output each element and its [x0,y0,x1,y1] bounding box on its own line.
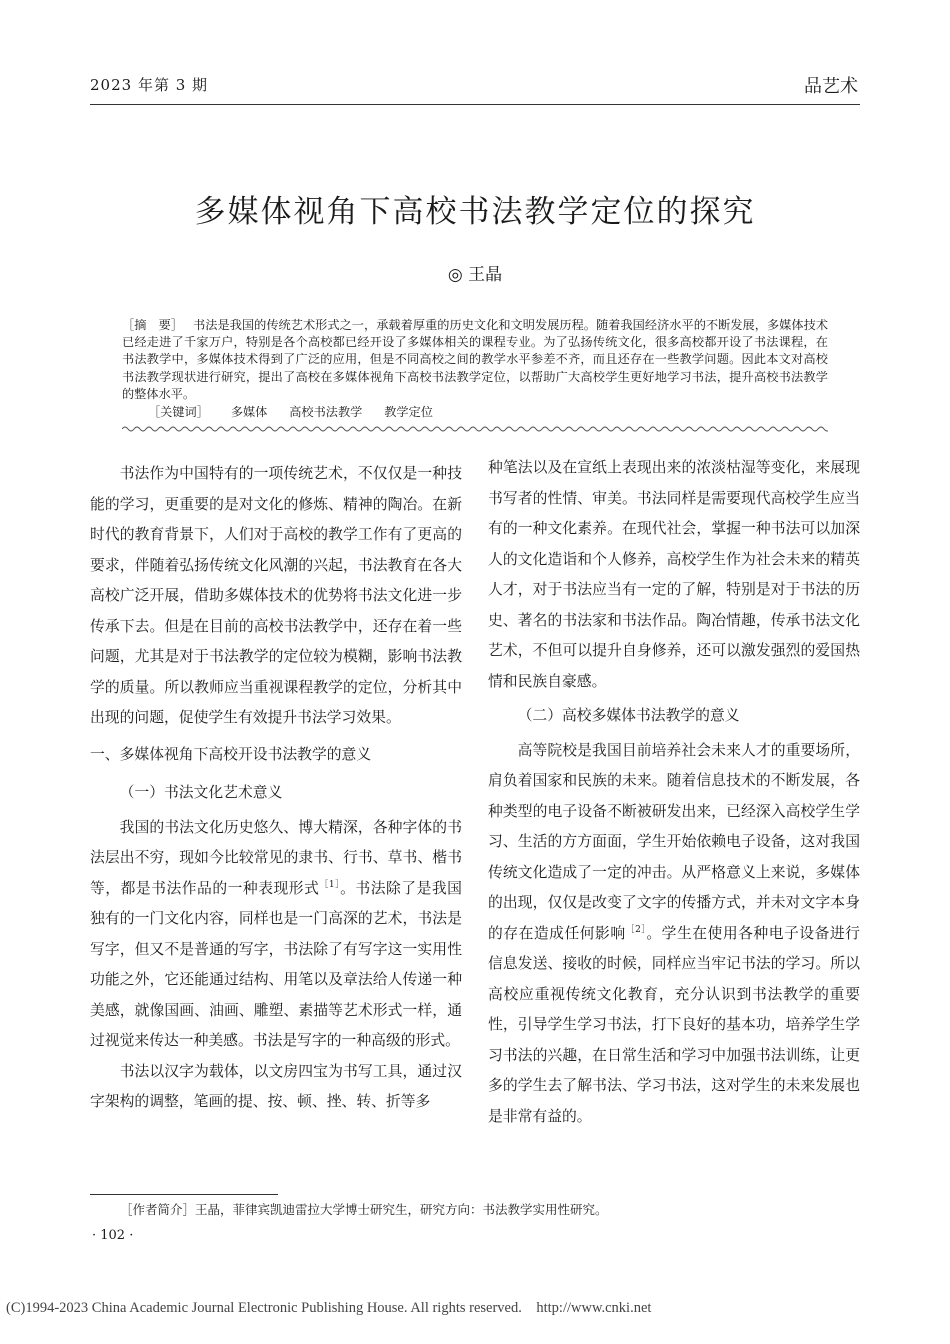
footnote-rule [90,1194,278,1195]
keyword-item: 高校书法教学 [289,405,363,419]
abstract [122,317,828,403]
paragraph-text: 。学生在使用各种电子设备进行信息发送、接收的时候，同样应当牢记书法的学习。所以高校应重视传统文化教育，充分认识到书法教学的重要性，引导学生学习书法，打下良好的基本功，培养学生学习书法的兴趣，在日常生活和学习中加强书法训练，让更多的学生去了解书法、学习书法，这对学生的未来发展也是非常有益的。 [488,924,860,1125]
paragraph-text: 高等院校是我国目前培养社会未来人才的重要场所，肩负着国家和民族的未来。随着信息技术的不断发展，各种类型的电子设备不断被研发出来，已经深入高校学生学习、生活的方方面面，学生开始依赖电子设备，这对我国传统文化造成了一定的冲击。从严格意义上来说，多媒体的出现，仅仅是改变了文字的传播方式，并未对文字本身的存在造成任何影响 [488,741,860,942]
keyword-item: 教学定位 [384,405,433,419]
abstract-label: ［摘 要］ [122,318,184,332]
body-paragraph: 种笔法以及在宣纸上表现出来的浓淡枯湿等变化，来展现书写者的性情、审美。书法同样是需要现代高校学生应当有的一种文化素养。在现代社会，掌握一种书法可以加深人的文化造诣和个人修养，高校学生作为社会未来的精英人才，对于书法应当有一定的了解，特别是对于书法的历史、著名的书法家和书法作品。陶冶情趣，传承书法文化艺术，不但可以提升自身修养，还可以激发强烈的爱国热情和民族自豪感。 [488,459,860,690]
header-rule [90,104,860,105]
wavy-divider [122,425,828,433]
keywords [148,403,433,420]
intro-paragraph: 书法作为中国特有的一项传统艺术，不仅仅是一种技能的学习，更重要的是对文化的修炼、精神的陶冶。在新时代的教育背景下，人们对于高校的教学工作有了更高的要求，伴随着弘扬传统文化风潮的兴起，书法教育在各大高校广泛开展，借助多媒体技术的优势将书法文化进一步传承下去。但是在目前的高校书法教学中，还存在着一些问题，尤其是对于书法教学的定位较为模糊，影响书法教学的质量。所以教师应当重视课程教学的定位，分析其中出现的问题，促使学生有效提升书法学习效果。 [90,465,462,726]
column-right [488,453,860,1132]
page-number: · 102 · [92,1228,134,1243]
paragraph-text: 我国的书法文化历史悠久、博大精深，各种字体的书法层出不穷，现如今比较常见的隶书、行书、草书、楷书等，都是书法作品的一种表现形式 [90,818,462,897]
reference-2: ［2］ [625,924,647,935]
paragraph-text: 。书法除了是我国独有的一门文化内容，同样也是一门高深的艺术，书法是写字，但又不是普通的写字，书法除了有写字这一实用性功能之外，它还能通过结构、用笔以及章法给人传递一种美感，就像国画、油画、雕塑、素描等艺术形式一样，通过视觉来传达一种美感。书法是写字的一种高级的形式。 [90,879,462,1049]
subsection-heading: （一）书法文化艺术意义 [119,784,283,801]
body-paragraph [488,736,860,1133]
keywords-label: ［关键词］ [148,405,209,419]
column-left [90,459,462,1118]
section-heading: 一、多媒体视角下高校开设书法教学的意义 [90,745,372,763]
reference-1: ［1］ [319,879,341,890]
author-footnote: ［作者简介］王晶，菲律宾凯迪雷拉大学博士研究生，研究方向：书法教学实用性研究。 [120,1202,608,1217]
abstract-text: 书法是我国的传统艺术形式之一，承载着厚重的历史文化和文明发展历程。随着我国经济水平的不断发展，多媒体技术已经走进了千家万户，特别是各个高校都已经开设了多媒体相关的课程专业。为了弘扬传统文化，很多高校都开设了书法课程，在书法教学中，多媒体技术得到了广泛的应用，但是不同高校之间的教学水平参差不齐，而且还存在一些教学问题。因此本文对高校书法教学现状进行研究，提出了高校在多媒体视角下高校书法教学定位，以帮助广大高校学生更好地学习书法，提升高校书法教学的整体水平。 [122,318,829,401]
issue-label: 2023 年第 3 期 [90,76,209,94]
article-author: ◎ 王晶 [447,265,503,285]
copyright-line: (C)1994-2023 China Academic Journal Electronic Publishing House. All rights reserved. http://www.cnki.net [6,1300,652,1316]
journal-name: 品艺术 [804,76,858,97]
body-paragraph [90,813,462,1057]
subsection-heading: （二）高校多媒体书法教学的意义 [517,707,740,724]
keyword-item: 多媒体 [230,405,268,419]
article-title: 多媒体视角下高校书法教学定位的探究 [194,194,756,230]
body-paragraph: 书法以汉字为载体，以文房四宝为书写工具，通过汉字架构的调整，笔画的提、按、顿、挫、转、折等多 [90,1062,462,1110]
